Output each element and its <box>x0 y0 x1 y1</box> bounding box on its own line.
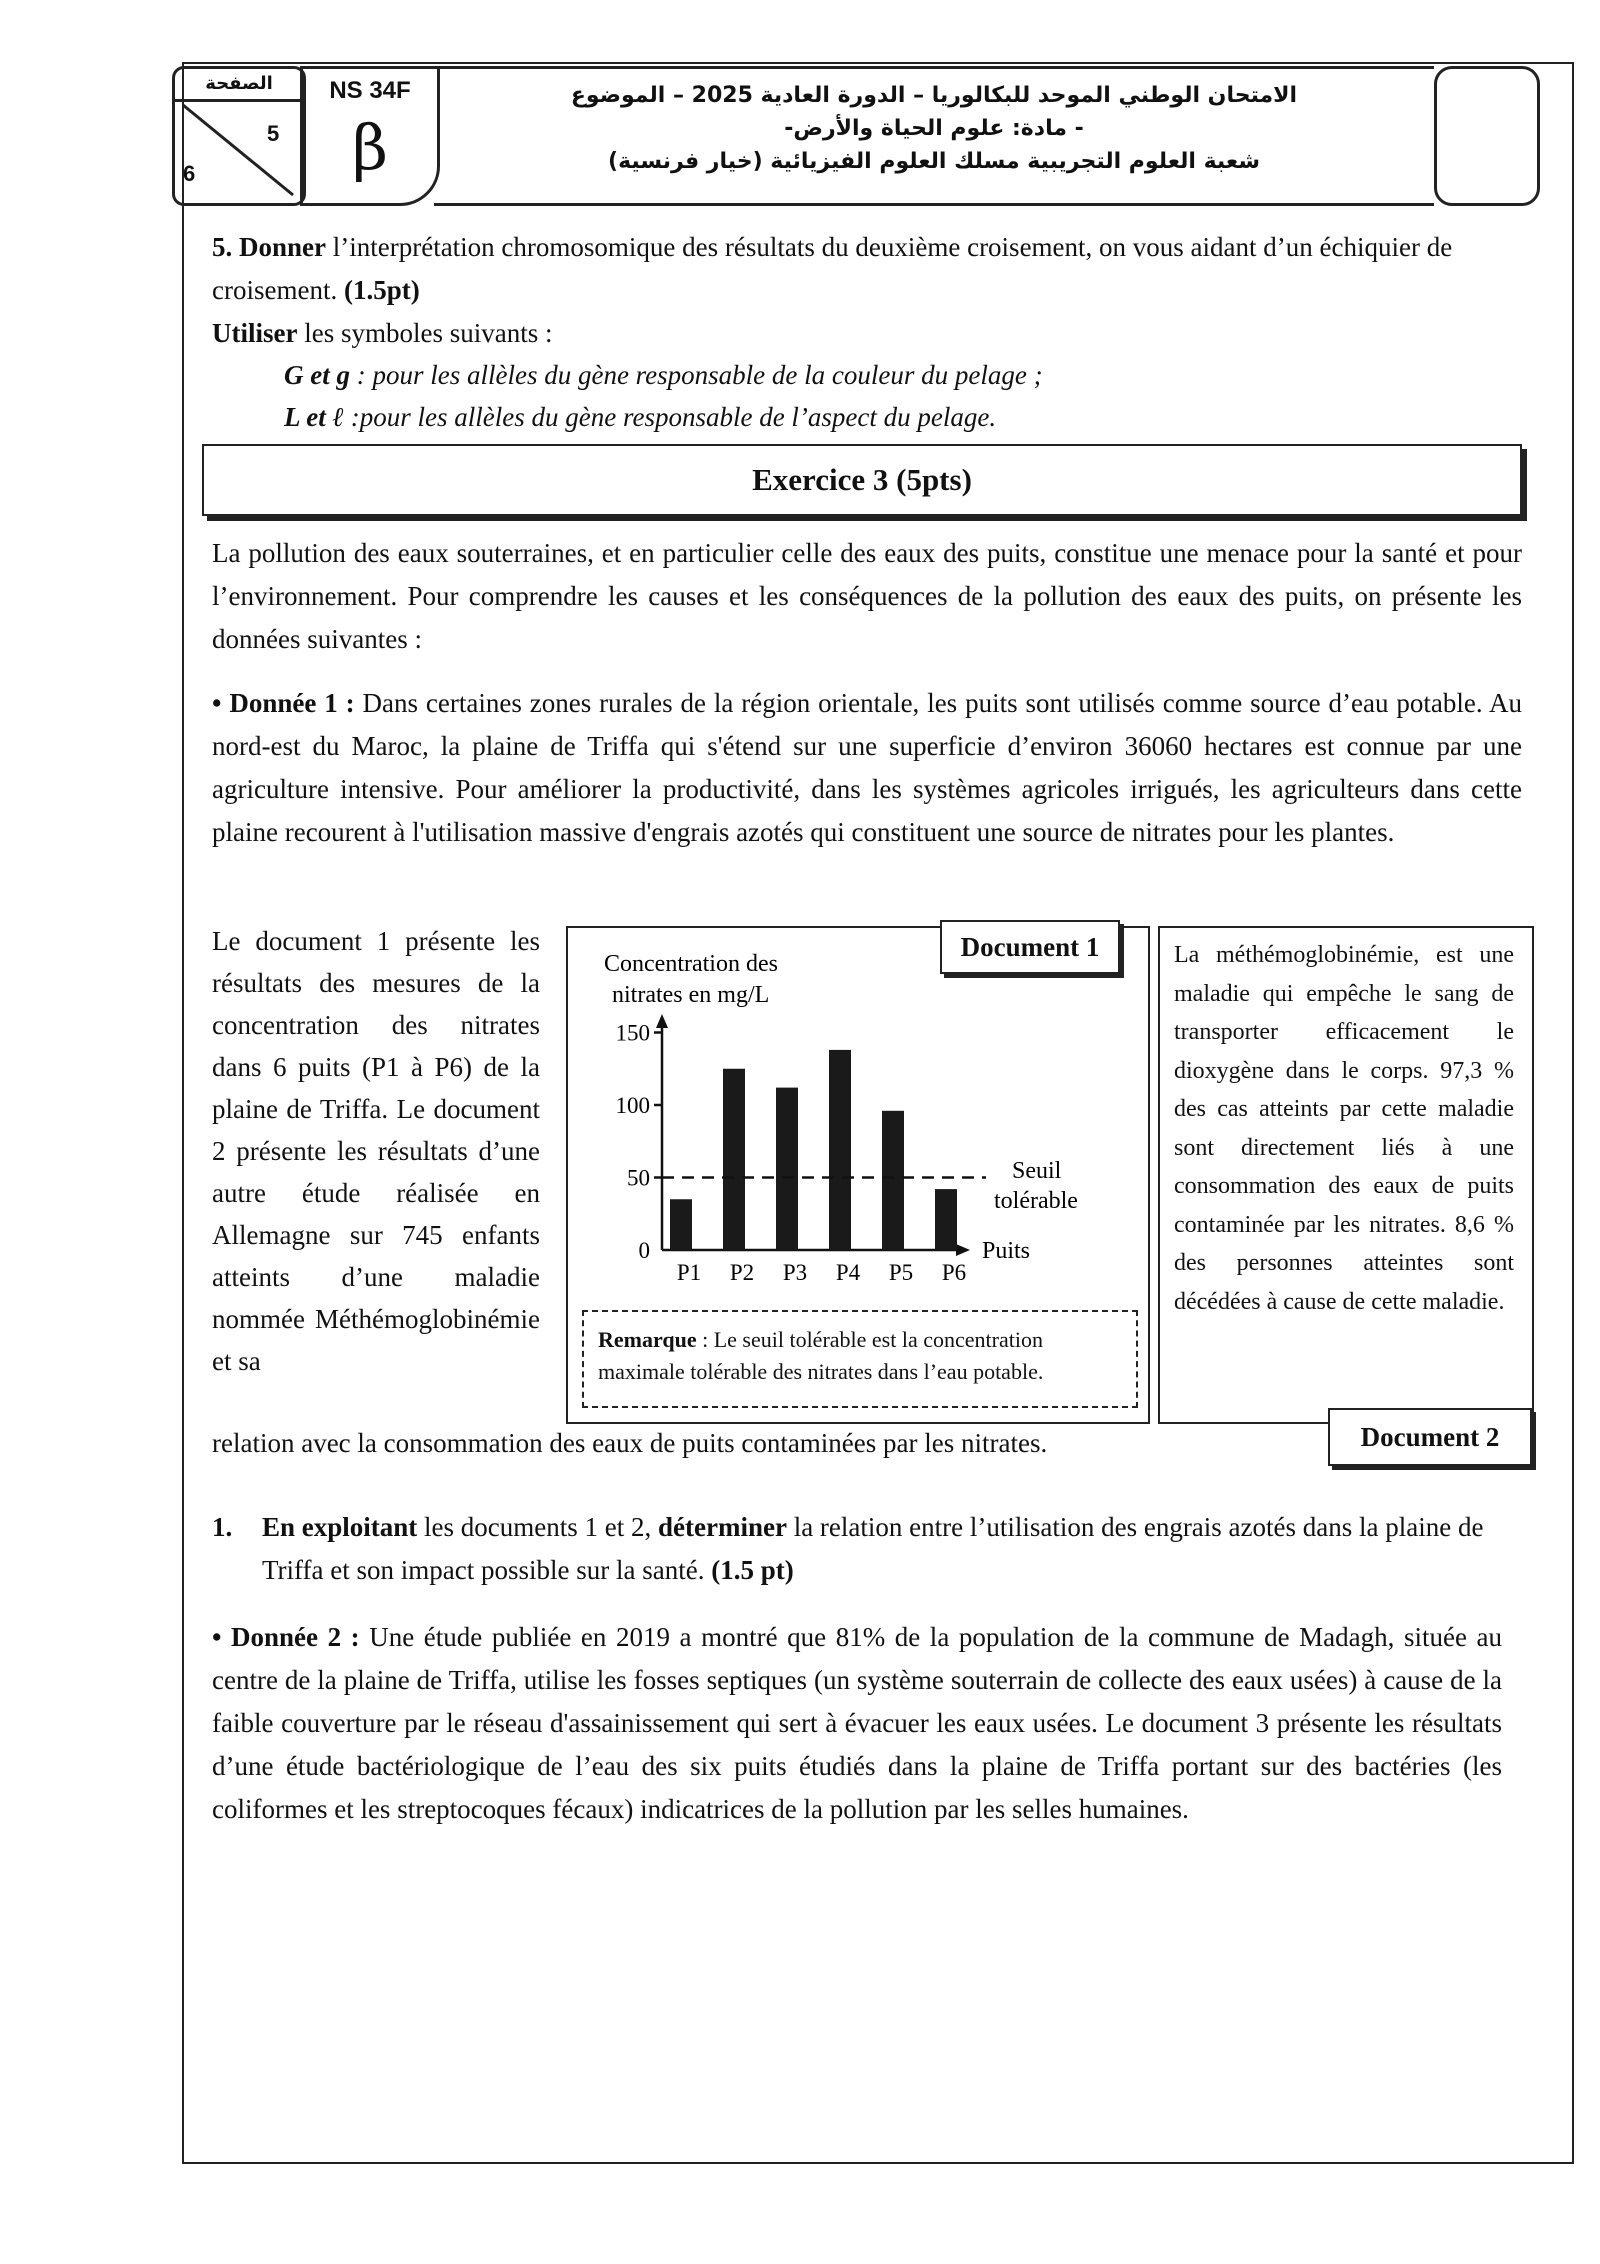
x-category-label: P6 <box>941 1260 967 1285</box>
bar-p2 <box>723 1069 745 1250</box>
documents-description-end: relation avec la consommation des eaux de puits contaminées par les nitrates. <box>212 1428 1048 1458</box>
x-category-label: P3 <box>782 1260 808 1285</box>
symbol-2-key: L et ℓ <box>284 402 345 432</box>
bar-p4 <box>829 1050 851 1250</box>
exercise-title: Exercice 3 (5pts) <box>202 444 1522 516</box>
chart-xlabel: Puits <box>982 1238 1031 1264</box>
document-1-remark <box>582 1310 1138 1408</box>
version-symbol: β <box>352 111 388 184</box>
symbol-line-2 <box>284 396 1484 439</box>
header-line-1: الامتحان الوطني الموحد للبكالوريا – الدورة العادية 2025 – الموضوع <box>570 83 1298 108</box>
donnee-1 <box>212 682 1522 854</box>
donnee-1-label: • Donnée 1 : <box>212 688 355 718</box>
q1-verb-1: En exploitant <box>262 1512 418 1542</box>
symbol-1-text: : pour les allèles du gène responsable de la couleur du pelage ; <box>349 360 1043 390</box>
document-1-label: Document 1 <box>940 920 1120 974</box>
chart-x-arrow <box>956 1244 970 1256</box>
remark-key: Remarque <box>598 1327 697 1352</box>
donnee-1-text: Dans certaines zones rurales de la région orientale, les puits sont utilisés comme source d’eau potable. Au nord-est du Maroc, la plaine de Triffa qui s'étend sur une superficie d’environ 36060 hectares est connue par une agriculture intensive. Pour améliorer la productivité, dans les systèmes agricoles irrigués, les agriculteurs dans cette plaine recourent à l'utilisation massive d'engrais azotés qui constituent une source de nitrates pour les plantes. <box>212 688 1522 847</box>
q5-points: (1.5pt) <box>343 275 420 305</box>
x-category-label: P2 <box>729 1260 755 1285</box>
donnee-2-text: Une étude publiée en 2019 a montré que 81% de la population de la commune de Madagh, située au centre de la plaine de Triffa, utilise les fosses septiques (un système souterrain de collecte des eaux usées) à cause de la faible couverture par le réseau d'assainissement qui sert à évacuer les eaux usées. Le document 3 présente les résultats d’une étude bactériologique de l’eau des six puits étudiés dans la plaine de Triffa portant sur des bactéries (les coliformes et les streptocoques fécaux) indicatrices de la pollution par les selles humaines. <box>212 1622 1502 1824</box>
header-line-2: - مادة: علوم الحياة والأرض- <box>784 116 1084 141</box>
page-number: 5 <box>267 121 280 146</box>
q5-number: 5. <box>212 232 233 262</box>
q1-text-1: les documents 1 et 2, <box>417 1512 658 1542</box>
header-title-box <box>434 66 1434 206</box>
document-2-label: Document 2 <box>1328 1408 1532 1466</box>
q1-points: (1.5 pt) <box>711 1555 794 1585</box>
q1-number: 1. <box>212 1512 233 1542</box>
chart-ylabel-1: Concentration des <box>604 951 778 977</box>
use-text: les symboles suivants : <box>297 318 553 348</box>
bar-p1 <box>670 1199 692 1250</box>
page-label: الصفحة <box>175 69 303 102</box>
document-2-text: La méthémoglobinémie, est une maladie qui empêche le sang de transporter efficacement le dioxygène dans le corps. 97,3 % des cas atteints par cette maladie sont directement liés à une consommation des eaux de puits contaminée par les nitrates. 8,6 % des personnes atteintes sont décédées à cause de cette maladie. <box>1174 942 1514 1315</box>
question-5 <box>212 226 1502 312</box>
y-tick-label: 0 <box>638 1238 650 1263</box>
q5-use-symbols <box>212 312 1502 355</box>
bar-p5 <box>882 1111 904 1250</box>
page-number-box <box>172 66 306 206</box>
bar-p6 <box>935 1189 957 1250</box>
x-category-label: P4 <box>835 1260 861 1285</box>
donnee-2 <box>212 1616 1502 1831</box>
exam-code: NS 34F <box>329 77 411 104</box>
q1-verb-2: déterminer <box>658 1512 787 1542</box>
chart-ylabel-2: nitrates en mg/L <box>612 982 770 1008</box>
q1-text-2: la relation entre l’utilisation des engrais azotés dans la plaine de Triffa et son impact possible sur la santé. <box>262 1512 1484 1585</box>
remark-text: : Le seuil tolérable est la concentration maximale tolérable des nitrates dans l’eau potable. <box>598 1327 1044 1384</box>
x-category-label: P5 <box>888 1260 914 1285</box>
page-total: 6 <box>183 161 196 186</box>
symbol-1-key: G et g <box>284 360 350 390</box>
bar-p3 <box>776 1088 798 1250</box>
nitrate-chart <box>566 926 1146 1306</box>
question-1 <box>262 1506 1502 1592</box>
documents-description: Le document 1 présente les résultats des mesures de la concentration des nitrates dans 6 puits (P1 à P6) de la plaine de Triffa. Le document 2 présente les résultats d’une autre étude réalisée en Allemagne sur 745 enfants atteints d’une maladie nommée Méthémoglobinémie et sa <box>212 926 540 1376</box>
exam-code-box <box>300 66 440 206</box>
use-verb: Utiliser <box>212 318 298 348</box>
threshold-label-1: Seuil <box>1012 1158 1062 1184</box>
header-right-box <box>1434 66 1540 206</box>
x-category-label: P1 <box>676 1260 702 1285</box>
symbol-2-text: :pour les allèles du gène responsable de l’aspect du pelage. <box>344 402 997 432</box>
y-tick-label: 150 <box>615 1020 650 1046</box>
y-tick-label: 100 <box>615 1093 650 1118</box>
y-tick-label: 50 <box>627 1165 650 1191</box>
symbol-line-1 <box>284 354 1484 397</box>
header-line-3: شعبة العلوم التجريبية مسلك العلوم الفيزيائية (خيار فرنسية) <box>608 149 1260 174</box>
intro-paragraph: La pollution des eaux souterraines, et en particulier celle des eaux des puits, constitue une menace pour la santé et pour l’environnement. Pour comprendre les causes et les conséquences de la pollution des eaux des puits, on présente les données suivantes : <box>212 538 1522 654</box>
q5-verb: Donner <box>239 232 326 262</box>
threshold-label-2: tolérable <box>994 1188 1078 1214</box>
donnee-2-label: • Donnée 2 : <box>212 1622 360 1652</box>
chart-y-arrow <box>656 1014 668 1028</box>
q5-text: l’interprétation chromosomique des résultats du deuxième croisement, on vous aidant d’un échiquier de croisement. <box>212 232 1453 305</box>
